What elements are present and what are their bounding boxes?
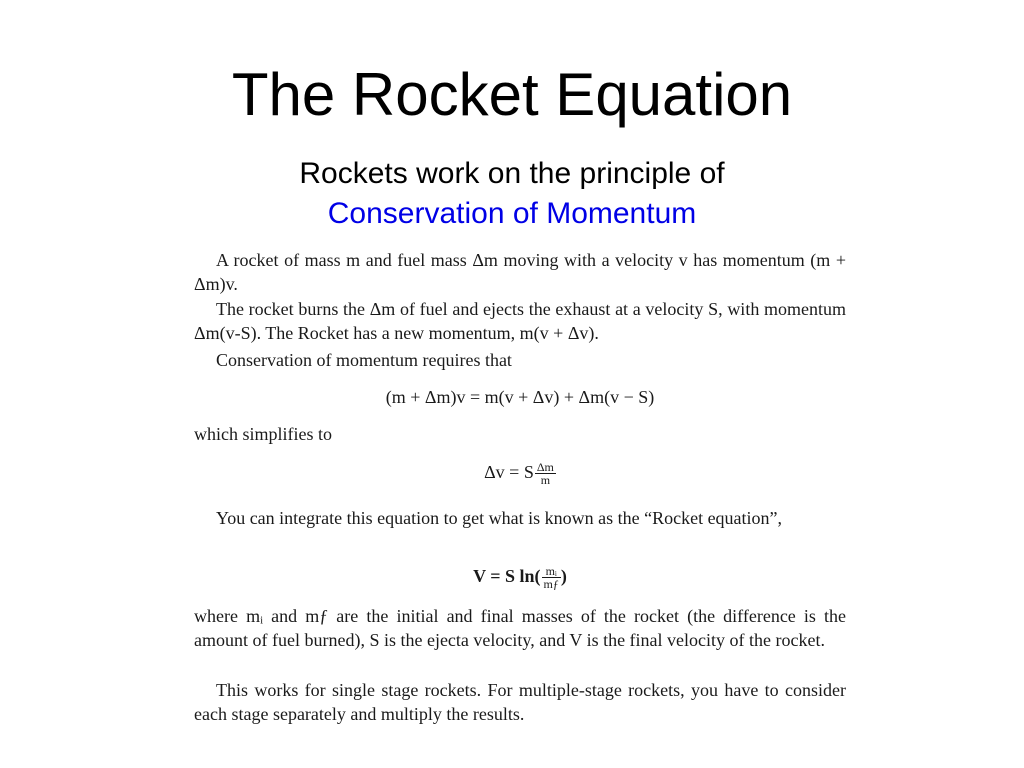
- paragraph-fuel-burn: The rocket burns the Δm of fuel and ejects the exhaust at a velocity S, with momentum Δm(v-S). The Rocket has a new momentum, m(v + Δv).: [194, 299, 846, 343]
- subtitle-line-2: Conservation of Momentum: [327, 197, 697, 230]
- equation-delta-v: [194, 460, 846, 486]
- paragraph-rocket-momentum: A rocket of mass m and fuel mass Δm moving with a velocity v has momentum (m + Δm)v.: [194, 250, 846, 294]
- fraction-denominator: m: [540, 473, 551, 488]
- subtitle-line-1: Rockets work on the principle of: [299, 157, 725, 190]
- equation-momentum-balance: (m + Δm)v = m(v + Δv) + Δm(v − S): [385, 387, 655, 407]
- equation-delta-v-fraction: [535, 461, 556, 486]
- equation-delta-v-lhs: Δv = S: [484, 462, 534, 482]
- fraction-numerator: mᵢ: [542, 565, 561, 578]
- slide-title: The Rocket Equation: [231, 61, 793, 128]
- equation-rocket-close: ): [560, 566, 567, 586]
- paragraph-masses-definition: where mᵢ and mƒ are the initial and final masses of the rocket (the difference is the amount of fuel burned), S is the ejecta velocity, and V is the final velocity of the rocket.: [194, 606, 846, 650]
- paragraph-simplifies: which simplifies to: [194, 424, 332, 444]
- paragraph-conservation: Conservation of momentum requires that: [216, 350, 512, 370]
- slide-subtitle: [0, 154, 1024, 234]
- fraction-numerator: Δm: [536, 460, 554, 475]
- paragraph-multistage: This works for single stage rockets. For multiple-stage rockets, you have to consider each stage separately and multiply the results.: [194, 680, 846, 724]
- paragraph-integrate: You can integrate this equation to get what is known as the “Rocket equation”,: [216, 508, 783, 528]
- equation-rocket: [194, 564, 846, 590]
- fraction-denominator: mƒ: [543, 577, 559, 592]
- equation-rocket-lhs: V = S ln(: [473, 566, 541, 586]
- equation-rocket-fraction: [542, 565, 561, 590]
